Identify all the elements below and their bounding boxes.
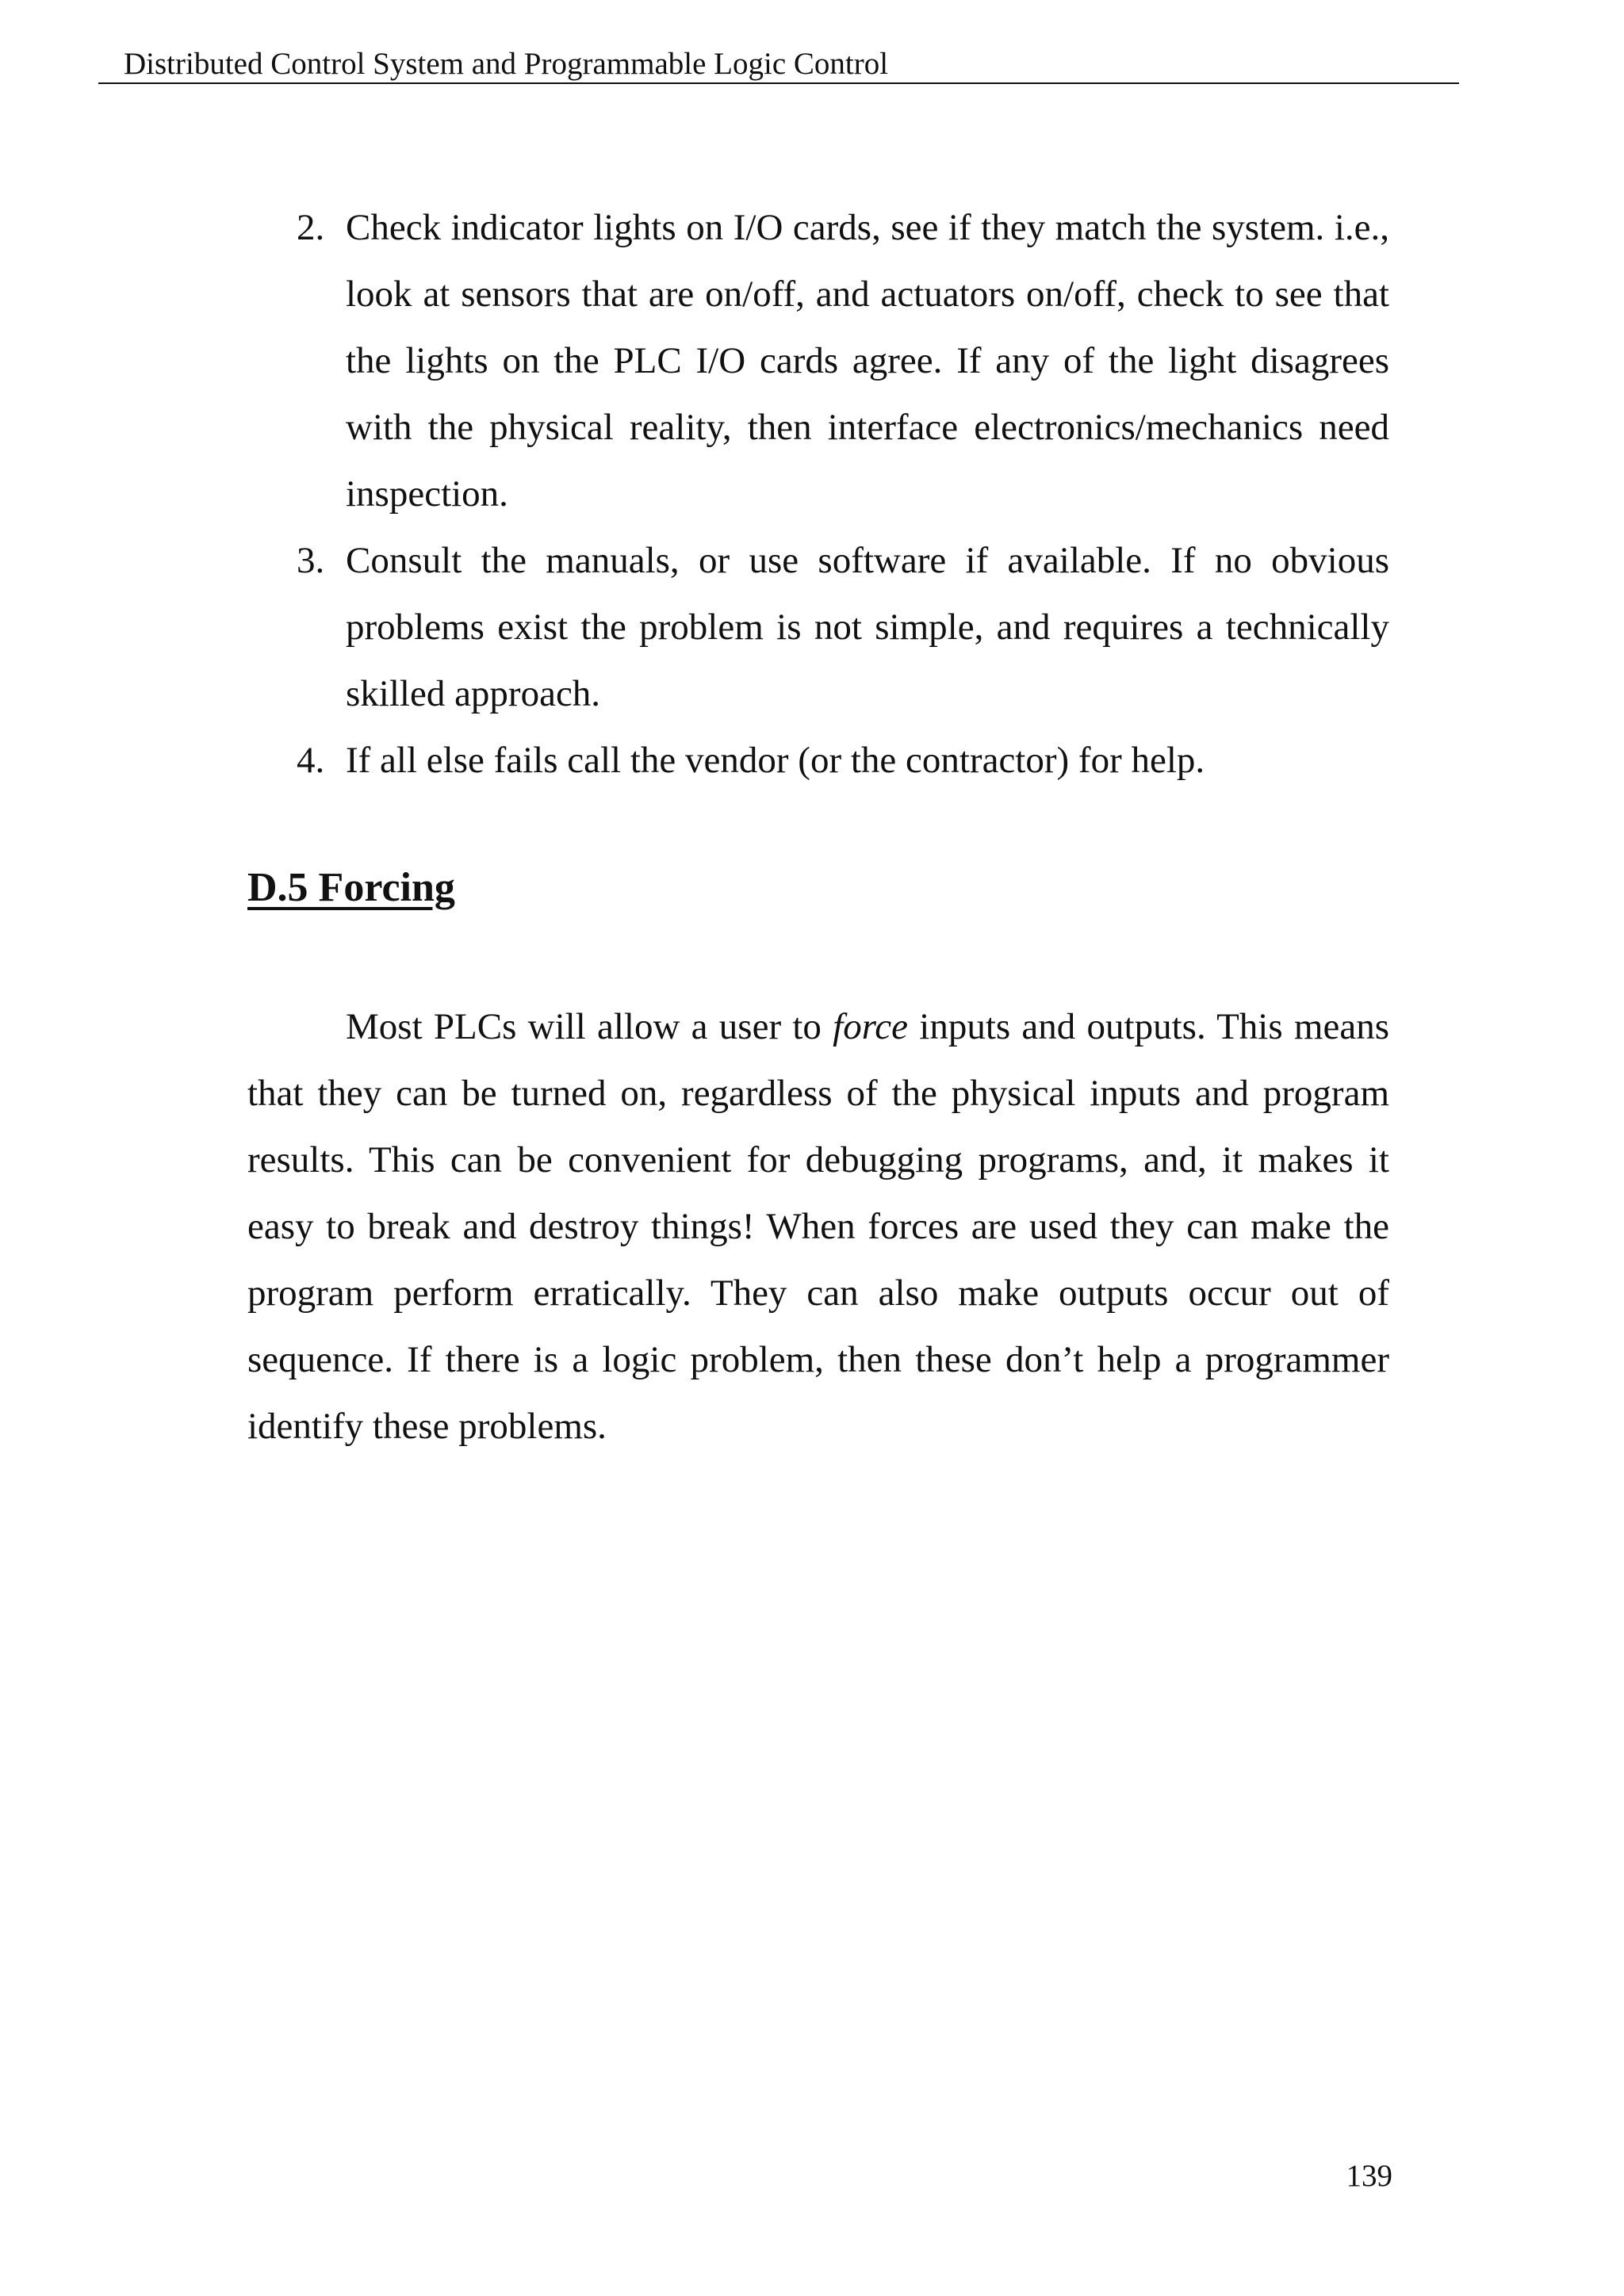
list-item — [247, 727, 1389, 794]
forcing-paragraph — [247, 993, 1389, 1460]
list-item-number: 2. — [297, 207, 325, 248]
list-item-text: Consult the manuals, or use software if available. If no obvious problems exist the problem is not simple, and requires a technically skilled approach. — [346, 540, 1389, 714]
running-header — [98, 46, 1459, 84]
list-item — [247, 194, 1389, 527]
troubleshooting-list — [247, 194, 1389, 794]
section-heading: D.5 Forcing — [247, 865, 455, 910]
list-item-text: If all else fails call the vendor (or the contractor) for help. — [346, 740, 1205, 781]
list-item-number: 3. — [297, 540, 325, 581]
emphasized-term: force — [833, 1006, 908, 1047]
paragraph-text-end: inputs and outputs. This means that they can be turned on, regardless of the physical inputs and program results. This can be convenient for debugging programs, and, it makes it easy to break and destroy things! When forces are used they can make the program perform erratically. They can also make outputs occur out of sequence. If there is a logic problem, then these don’t help a programmer identify these problems. — [247, 1006, 1389, 1447]
list-item-text: Check indicator lights on I/O cards, see if they match the system. i.e., look at sensors that are on/off, and actuators on/off, check to see that the lights on the PLC I/O cards agree. If any of the light disagrees with the physical reality, then interface electronics/mechanics need inspection. — [346, 207, 1389, 515]
list-item — [247, 527, 1389, 727]
running-header-title: Distributed Control System and Programmable Logic Control — [124, 47, 889, 81]
list-item-number: 4. — [297, 740, 325, 781]
paragraph-text-start: Most PLCs will allow a user to — [346, 1006, 833, 1047]
page-number: 139 — [1346, 2159, 1392, 2193]
